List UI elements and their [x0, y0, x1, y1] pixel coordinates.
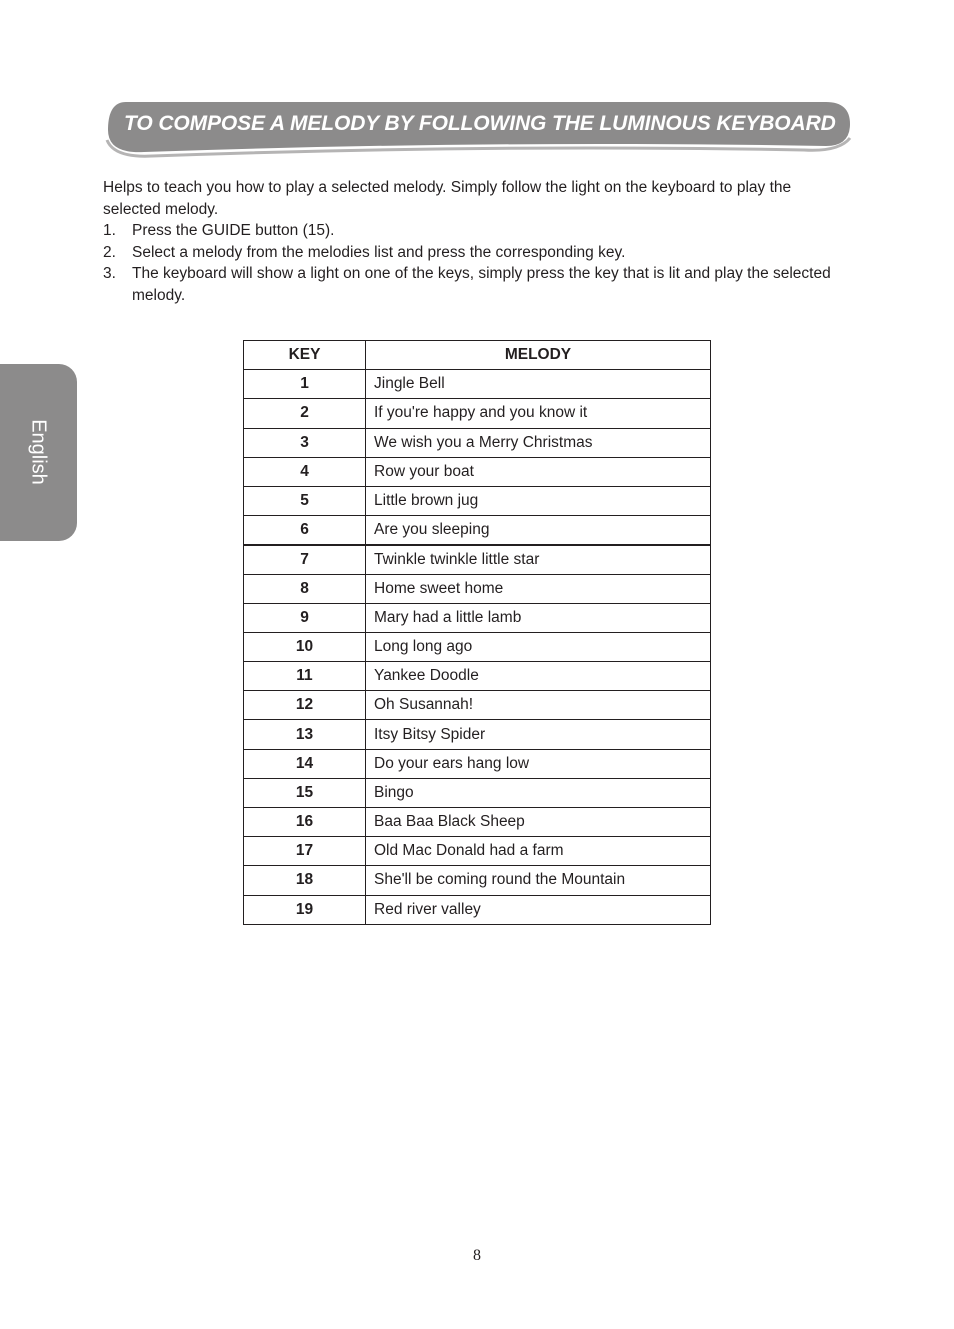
key-cell: 17 [244, 837, 366, 866]
key-cell: 15 [244, 778, 366, 807]
table-row [244, 603, 711, 632]
key-cell: 4 [244, 457, 366, 486]
melody-cell: We wish you a Merry Christmas [366, 428, 711, 457]
melody-cell: Itsy Bitsy Spider [366, 720, 711, 749]
melody-cell: Old Mac Donald had a farm [366, 837, 711, 866]
page-number: 8 [473, 1247, 481, 1264]
step-text: Select a melody from the melodies list and press the corresponding key. [132, 243, 626, 261]
melody-table [243, 340, 711, 925]
key-cell: 6 [244, 516, 366, 545]
key-cell: 13 [244, 720, 366, 749]
key-cell: 10 [244, 632, 366, 661]
melody-cell: Row your boat [366, 457, 711, 486]
table-row [244, 837, 711, 866]
step-number: 2. [103, 243, 116, 261]
step-item [103, 263, 843, 306]
table-row [244, 749, 711, 778]
table-header-row [244, 341, 711, 370]
table-row [244, 662, 711, 691]
step-item [103, 220, 843, 242]
melody-cell: Are you sleeping [366, 516, 711, 545]
key-cell: 19 [244, 895, 366, 924]
instruction-steps [103, 220, 843, 306]
key-cell: 9 [244, 603, 366, 632]
key-cell: 1 [244, 370, 366, 399]
melody-cell: Yankee Doodle [366, 662, 711, 691]
table-row [244, 486, 711, 515]
language-side-tab [0, 364, 77, 541]
melody-cell: Twinkle twinkle little star [366, 545, 711, 574]
language-label: English [27, 419, 50, 485]
key-cell: 11 [244, 662, 366, 691]
table-row [244, 457, 711, 486]
key-cell: 3 [244, 428, 366, 457]
section-heading: TO COMPOSE A MELODY BY FOLLOWING THE LUMINOUS KEYBOARD [124, 112, 836, 135]
melody-cell: Jingle Bell [366, 370, 711, 399]
melody-cell: Home sweet home [366, 574, 711, 603]
melody-cell: Bingo [366, 778, 711, 807]
table-row [244, 428, 711, 457]
key-cell: 8 [244, 574, 366, 603]
melody-cell: Little brown jug [366, 486, 711, 515]
key-cell: 7 [244, 545, 366, 574]
key-cell: 12 [244, 691, 366, 720]
step-text: The keyboard will show a light on one of the keys, simply press the key that is lit and play the selected melody. [132, 265, 831, 304]
table-row [244, 720, 711, 749]
melody-cell: Long long ago [366, 632, 711, 661]
table-row [244, 516, 711, 545]
key-cell: 18 [244, 866, 366, 895]
melody-cell: Oh Susannah! [366, 691, 711, 720]
table-row [244, 370, 711, 399]
step-item [103, 242, 843, 264]
melody-cell: She'll be coming round the Mountain [366, 866, 711, 895]
table-row [244, 545, 711, 574]
table-row [244, 691, 711, 720]
melody-cell: Mary had a little lamb [366, 603, 711, 632]
step-number: 1. [103, 222, 116, 239]
table-row [244, 808, 711, 837]
key-cell: 2 [244, 399, 366, 428]
key-column-header: KEY [244, 341, 366, 370]
melody-cell: Baa Baa Black Sheep [366, 808, 711, 837]
table-row [244, 778, 711, 807]
section-heading-banner [104, 100, 854, 162]
step-text: Press the GUIDE button (15). [132, 222, 335, 239]
table-row [244, 399, 711, 428]
table-row [244, 574, 711, 603]
key-cell: 14 [244, 749, 366, 778]
table-row [244, 866, 711, 895]
melody-cell: Red river valley [366, 895, 711, 924]
step-number: 3. [103, 265, 116, 282]
key-cell: 16 [244, 808, 366, 837]
table-row [244, 895, 711, 924]
melody-cell: Do your ears hang low [366, 749, 711, 778]
melody-cell: If you're happy and you know it [366, 399, 711, 428]
intro-paragraph: Helps to teach you how to play a selected melody. Simply follow the light on the keyboard to play the selected melody. [103, 179, 792, 218]
key-cell: 5 [244, 486, 366, 515]
melody-column-header: MELODY [366, 341, 711, 370]
table-row [244, 632, 711, 661]
